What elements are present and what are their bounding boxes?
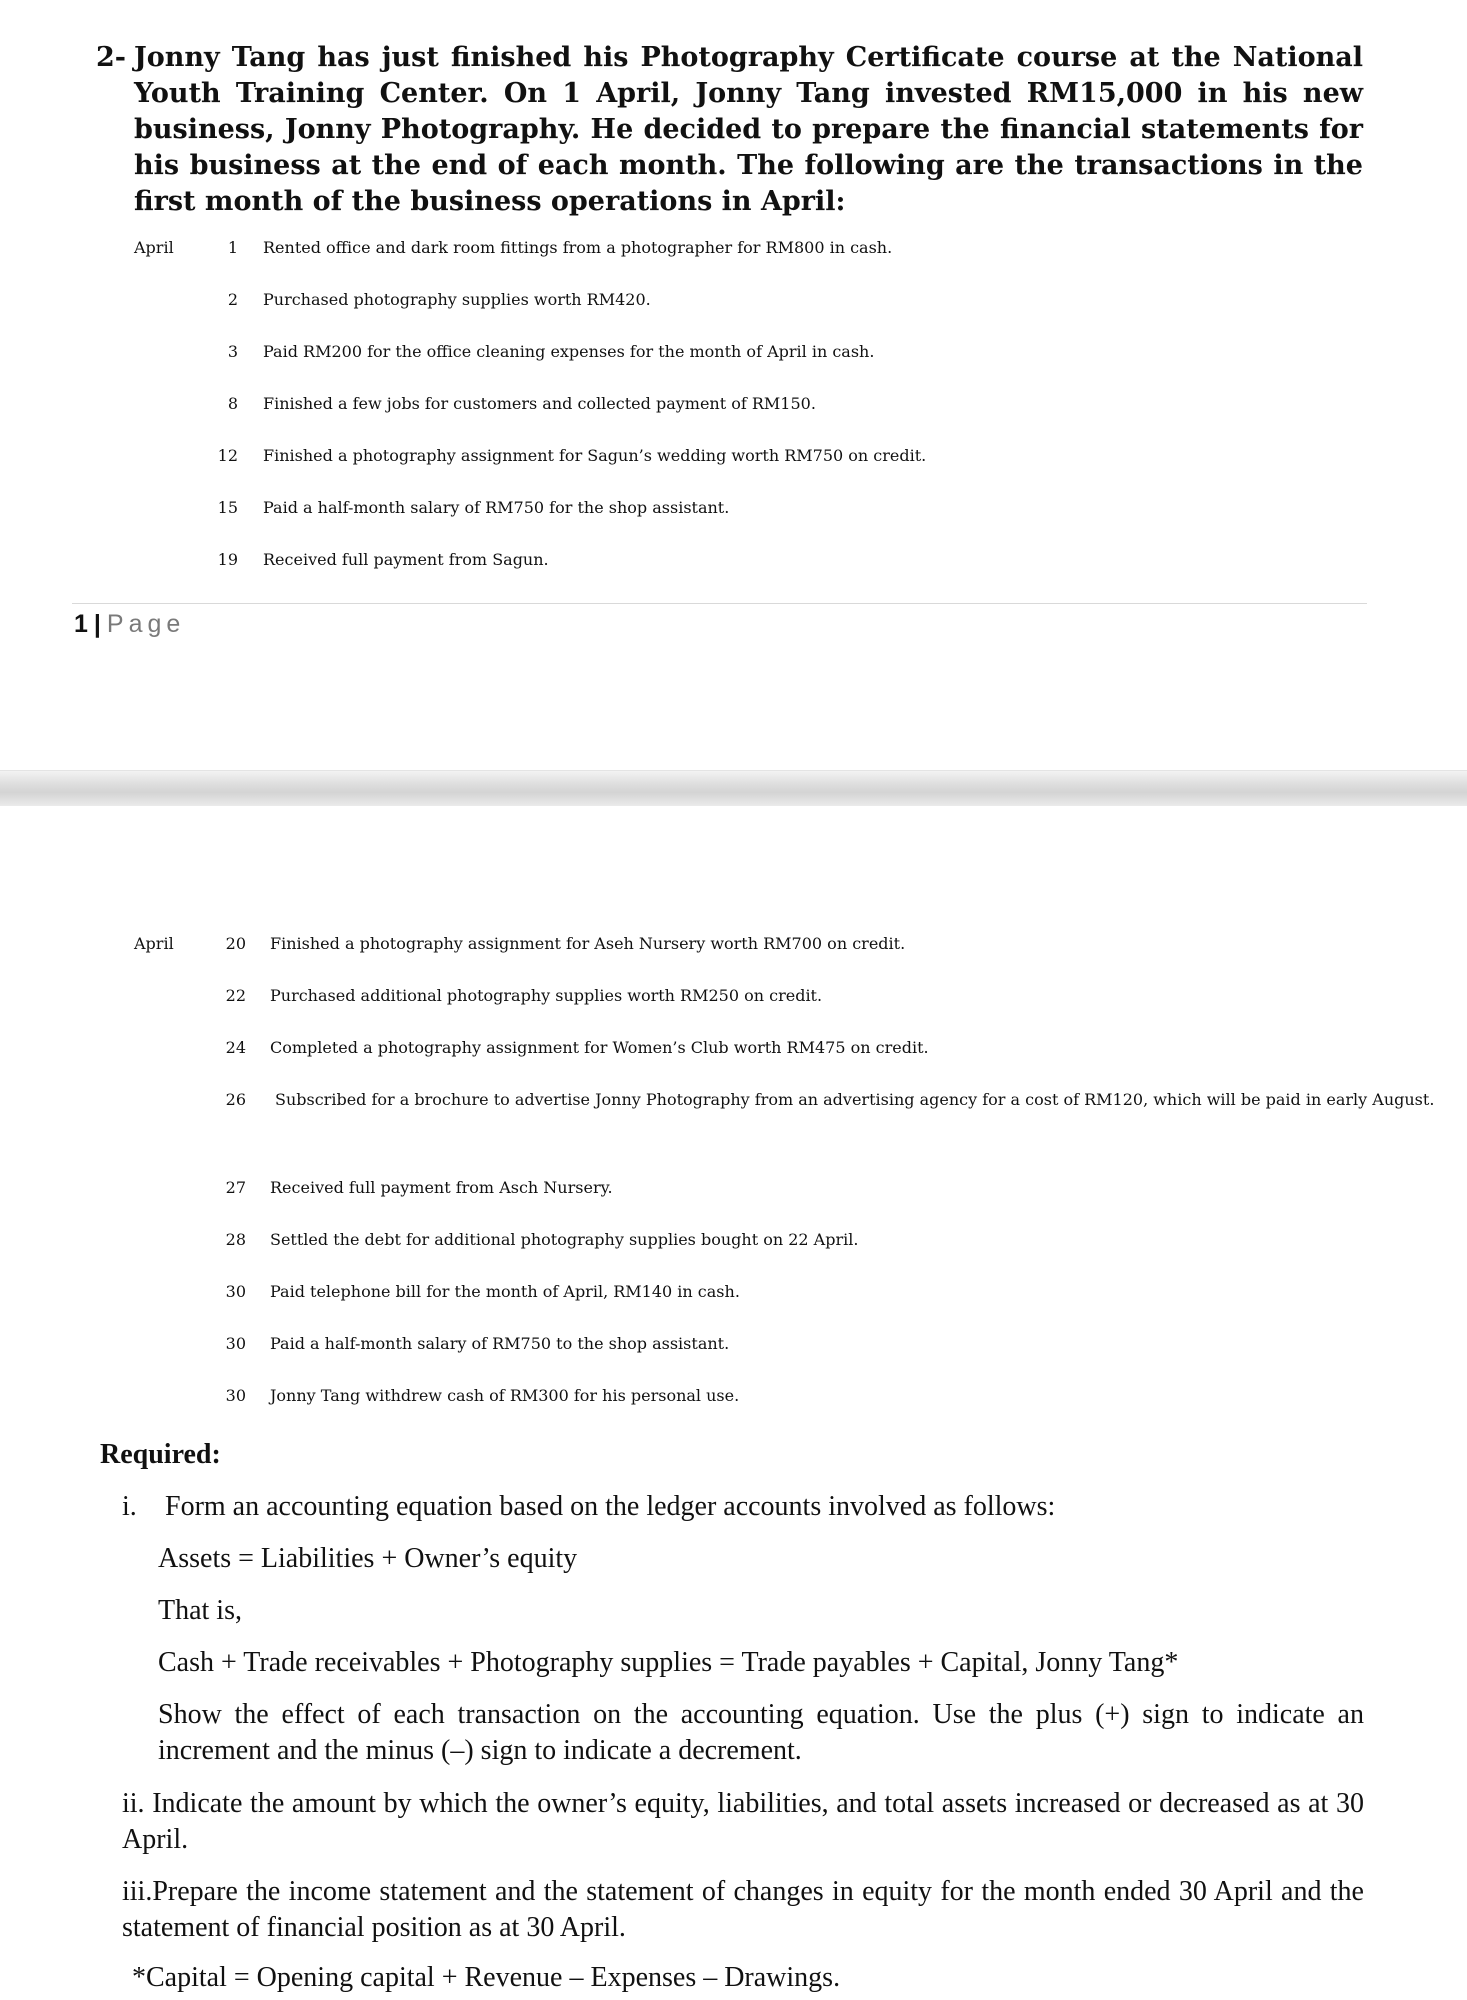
transaction-day: 8 <box>227 394 238 413</box>
transaction-row <box>134 1386 1374 1422</box>
required-heading: Required: <box>100 1439 221 1470</box>
that-is-text: That is, <box>158 1595 242 1626</box>
transaction-day: 15 <box>217 498 238 517</box>
page-footer <box>74 608 185 640</box>
footer-separator: | <box>93 610 101 638</box>
transaction-day: 3 <box>227 342 238 361</box>
transaction-row <box>134 446 1374 482</box>
footer-page-word: Page <box>106 610 186 638</box>
transaction-description: Paid RM200 for the office cleaning expenses for the month of April in cash. <box>263 342 875 361</box>
transaction-row <box>134 1230 1374 1266</box>
transaction-day: 2 <box>227 290 238 309</box>
transaction-description: Purchased photography supplies worth RM420. <box>263 290 651 309</box>
transaction-day: 22 <box>225 986 246 1005</box>
item-i-text: Form an accounting equation based on the ledger accounts involved as follows: <box>165 1491 1056 1522</box>
transaction-row <box>134 550 1374 586</box>
transaction-day: 26 <box>225 1090 246 1109</box>
transaction-description: Paid telephone bill for the month of April, RM140 in cash. <box>270 1282 740 1301</box>
transaction-day: 28 <box>225 1230 246 1249</box>
transaction-row <box>134 1090 1435 1162</box>
transaction-day: 27 <box>225 1178 246 1197</box>
transaction-day: 19 <box>217 550 238 569</box>
transaction-row <box>134 1038 1374 1074</box>
transaction-row <box>134 238 1374 274</box>
transaction-month: April <box>134 238 174 257</box>
transaction-row <box>134 934 1374 970</box>
footer-divider <box>72 603 1367 604</box>
capital-footnote: *Capital = Opening capital + Revenue – Expenses – Drawings. <box>132 1962 841 1993</box>
equation-basic: Assets = Liabilities + Owner’s equity <box>158 1543 578 1574</box>
item-i-marker: i. <box>122 1491 137 1522</box>
transaction-description: Finished a photography assignment for Aseh Nursery worth RM700 on credit. <box>270 934 906 953</box>
question-heading <box>96 40 1363 220</box>
transaction-description: Settled the debt for additional photography supplies bought on 22 April. <box>270 1230 859 1249</box>
transaction-row <box>134 1334 1374 1370</box>
transaction-description: Completed a photography assignment for Women’s Club worth RM475 on credit. <box>270 1038 929 1057</box>
transaction-row <box>134 342 1374 378</box>
transaction-row <box>134 394 1374 430</box>
transaction-row <box>134 290 1374 326</box>
item-ii-text: ii. Indicate the amount by which the owner’s equity, liabilities, and total assets increased or decreased as at 30 April. <box>122 1788 1364 1855</box>
transaction-description: Received full payment from Sagun. <box>263 550 549 569</box>
question-number: 2- <box>96 42 126 73</box>
transaction-row <box>134 498 1374 534</box>
transaction-description: Rented office and dark room fittings from a photographer for RM800 in cash. <box>263 238 893 257</box>
question-text: Jonny Tang has just finished his Photography Certificate course at the National Youth Training Center. On 1 April, Jonny Tang invested RM15,000 in his new business, Jonny Photography. He decided to prepare the financial statements for his business at the end of each month. The following are the transactions in the first month of the business operations in April: <box>134 42 1363 217</box>
transaction-row <box>134 1282 1374 1318</box>
transaction-row <box>134 1178 1374 1214</box>
transaction-description: Subscribed for a brochure to advertise Jonny Photography from an advertising agency for a cost of RM120, which will be paid in early August. <box>275 1090 1435 1109</box>
equation-expanded: Cash + Trade receivables + Photography supplies = Trade payables + Capital, Jonny Tang* <box>158 1647 1179 1678</box>
transaction-day: 30 <box>225 1334 246 1353</box>
transaction-description: Paid a half-month salary of RM750 to the shop assistant. <box>270 1334 730 1353</box>
transaction-day: 20 <box>225 934 246 953</box>
transaction-day: 1 <box>227 238 238 257</box>
transaction-day: 30 <box>225 1282 246 1301</box>
transaction-month: April <box>134 934 174 953</box>
transaction-description: Paid a half-month salary of RM750 for the shop assistant. <box>263 498 730 517</box>
document-page-1 <box>0 0 1467 770</box>
transaction-description: Jonny Tang withdrew cash of RM300 for his personal use. <box>270 1386 740 1405</box>
transaction-day: 24 <box>225 1038 246 1057</box>
transaction-day: 12 <box>217 446 238 465</box>
transaction-row <box>134 986 1374 1022</box>
document-page-2 <box>0 806 1467 2000</box>
transaction-day: 30 <box>225 1386 246 1405</box>
transaction-description: Finished a photography assignment for Sagun’s wedding worth RM750 on credit. <box>263 446 927 465</box>
show-effect-instruction: Show the effect of each transaction on the accounting equation. Use the plus (+) sign to indicate an increment and the minus (–) sign to indicate a decrement. <box>158 1699 1364 1766</box>
transaction-description: Purchased additional photography supplies worth RM250 on credit. <box>270 986 823 1005</box>
transaction-description: Finished a few jobs for customers and collected payment of RM150. <box>263 394 816 413</box>
item-iii-text: iii.Prepare the income statement and the statement of changes in equity for the month ended 30 April and the statement of financial position as at 30 April. <box>122 1876 1364 1943</box>
footer-page-number: 1 <box>74 610 88 638</box>
page-break <box>0 770 1467 808</box>
transaction-description: Received full payment from Asch Nursery. <box>270 1178 613 1197</box>
